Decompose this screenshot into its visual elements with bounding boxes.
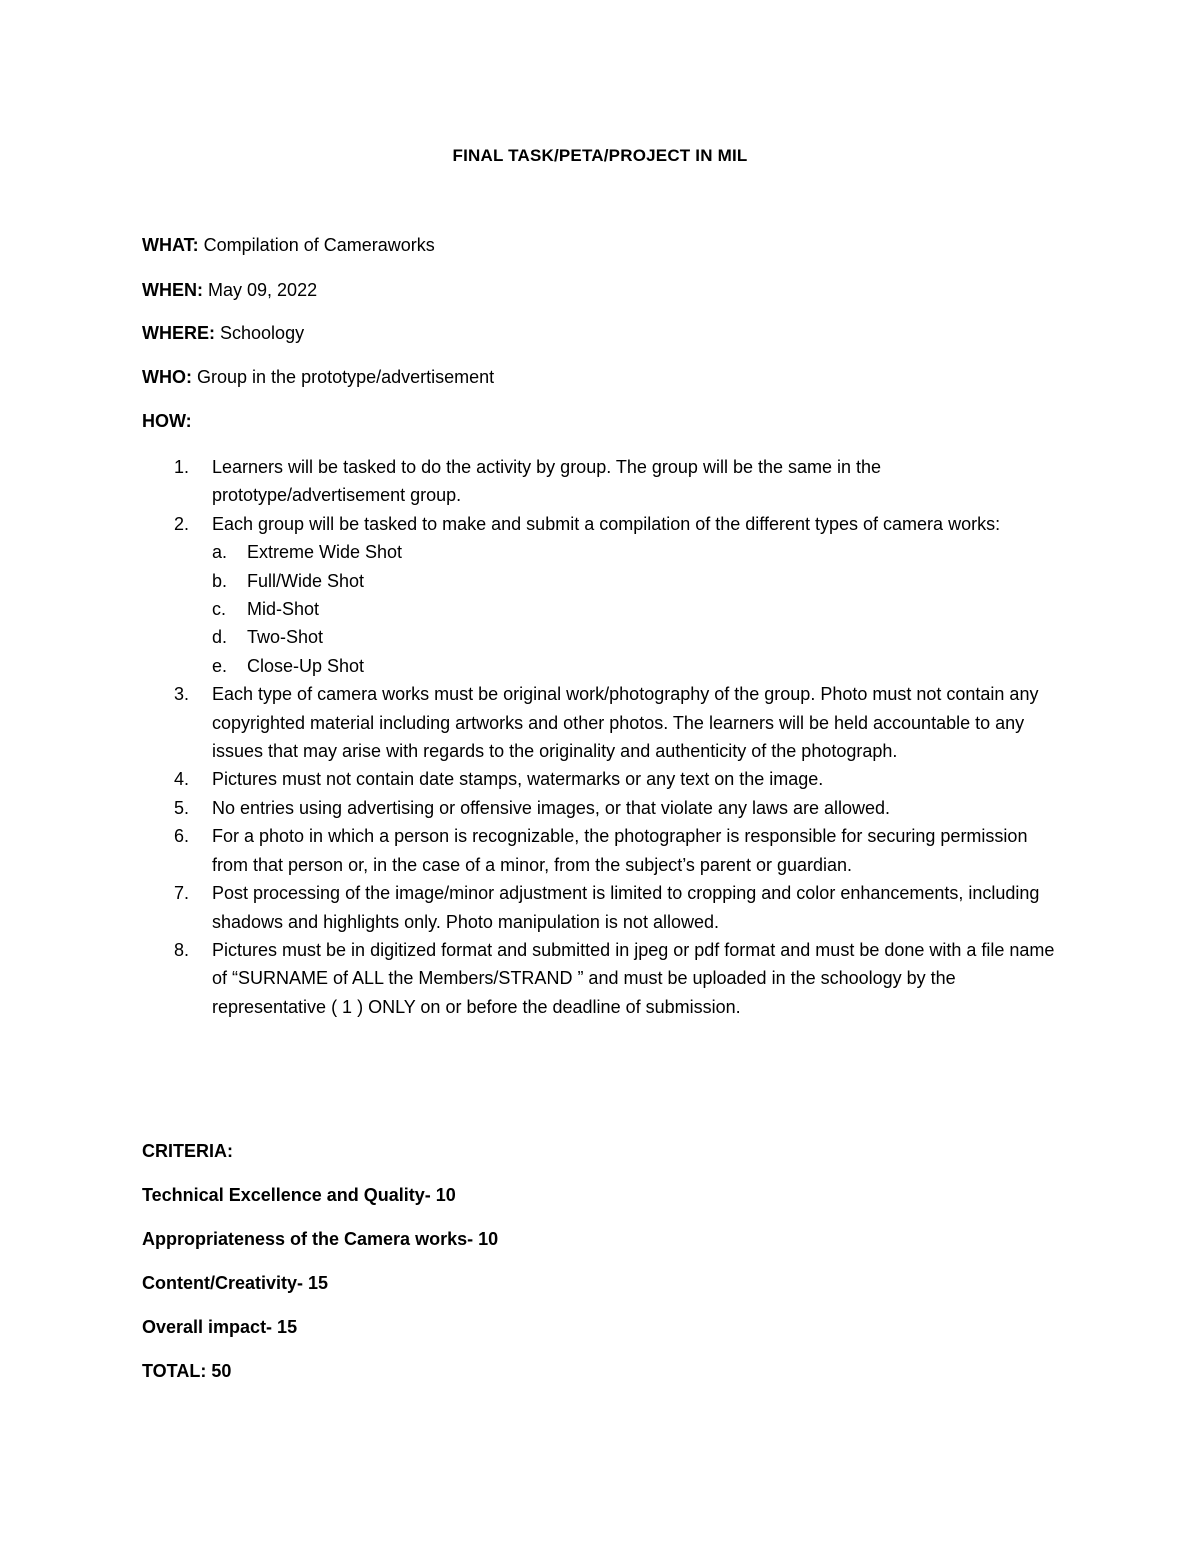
what-value: Compilation of Cameraworks — [203, 235, 435, 255]
item-number: 2. — [174, 513, 190, 534]
sub-item-text: Two-Shot — [247, 627, 324, 648]
sub-list-item — [212, 652, 1062, 680]
list-item — [142, 879, 1062, 936]
sub-item-letter: d. — [212, 627, 228, 648]
sub-list-item — [212, 595, 1062, 623]
item-text: Learners will be tasked to do the activity by group. The group will be the same in the prototype/advertisement group. — [212, 457, 882, 506]
criteria-item: Content/Creativity- 15 — [142, 1273, 329, 1293]
when-field — [142, 279, 317, 301]
sub-item-text: Close-Up Shot — [247, 655, 365, 676]
item-text: Post processing of the image/minor adjustment is limited to cropping and color enhancements, including shadows and highlights only. Photo manipulation is not allowed. — [212, 883, 1040, 932]
sub-item-text: Full/Wide Shot — [247, 570, 365, 591]
item-number: 1. — [174, 457, 190, 477]
where-field — [142, 322, 304, 344]
item-number: 3. — [174, 684, 190, 705]
criteria-item: Technical Excellence and Quality- 10 — [142, 1185, 456, 1205]
sub-list-item — [212, 623, 1062, 651]
list-item — [142, 936, 1062, 1021]
sub-list-item — [212, 567, 1062, 595]
what-label: WHAT: — [142, 235, 199, 255]
how-field — [142, 410, 192, 432]
item-text: No entries using advertising or offensive images, or that violate any laws are allowed. — [212, 797, 891, 818]
criteria-heading: CRITERIA: — [142, 1141, 233, 1161]
criteria-item: Overall impact- 15 — [142, 1317, 298, 1337]
sub-item-letter: e. — [212, 655, 228, 676]
list-item — [142, 510, 1062, 680]
sub-item-text: Extreme Wide Shot — [247, 542, 403, 563]
when-value: May 09, 2022 — [208, 280, 318, 300]
sub-list-item — [212, 538, 1062, 566]
what-field — [142, 234, 435, 256]
who-field — [142, 366, 494, 388]
criteria-item: Appropriateness of the Camera works- 10 — [142, 1229, 499, 1249]
how-list — [142, 453, 1062, 1021]
list-item — [142, 794, 1062, 822]
item-number: 8. — [174, 939, 190, 960]
item-text: Pictures must be in digitized format and submitted in jpeg or pdf format and must be done with a file name of “SURNAME of ALL the Members/STRAND ” and must be uploaded in the schoology by the representative ( 1 ) ONLY on or before the deadline of submission. — [212, 939, 1055, 1017]
item-text: For a photo in which a person is recognizable, the photographer is responsible for securing permission from that person or, in the case of a minor, from the subject’s parent or guardian. — [212, 826, 1028, 875]
sub-item-letter: a. — [212, 542, 228, 563]
item-number: 5. — [174, 797, 190, 818]
sub-item-letter: b. — [212, 570, 228, 591]
item-text: Each group will be tasked to make and submit a compilation of the different types of camera works: — [212, 513, 1001, 534]
sub-item-letter: c. — [212, 599, 227, 620]
sub-item-text: Mid-Shot — [247, 599, 320, 620]
how-label: HOW: — [142, 411, 192, 431]
list-item — [142, 765, 1062, 793]
who-label: WHO: — [142, 367, 192, 387]
item-text: Each type of camera works must be original work/photography of the group. Photo must not contain any copyrighted material including artworks and other photos. The learners will be held accountable to any issues that may arise with regards to the originality and authenticity of the photograph. — [212, 684, 1039, 762]
item-number: 4. — [174, 769, 190, 790]
page-title: FINAL TASK/PETA/PROJECT IN MIL — [452, 146, 748, 165]
where-value: Schoology — [220, 323, 305, 343]
criteria-total: TOTAL: 50 — [142, 1361, 232, 1381]
who-value: Group in the prototype/advertisement — [197, 367, 495, 387]
list-item — [142, 453, 1062, 510]
item-number: 7. — [174, 883, 190, 904]
item-text: Pictures must not contain date stamps, watermarks or any text on the image. — [212, 769, 824, 790]
when-label: WHEN: — [142, 280, 203, 300]
list-item — [142, 822, 1062, 879]
list-item — [142, 680, 1062, 765]
where-label: WHERE: — [142, 323, 215, 343]
item-number: 6. — [174, 826, 190, 847]
